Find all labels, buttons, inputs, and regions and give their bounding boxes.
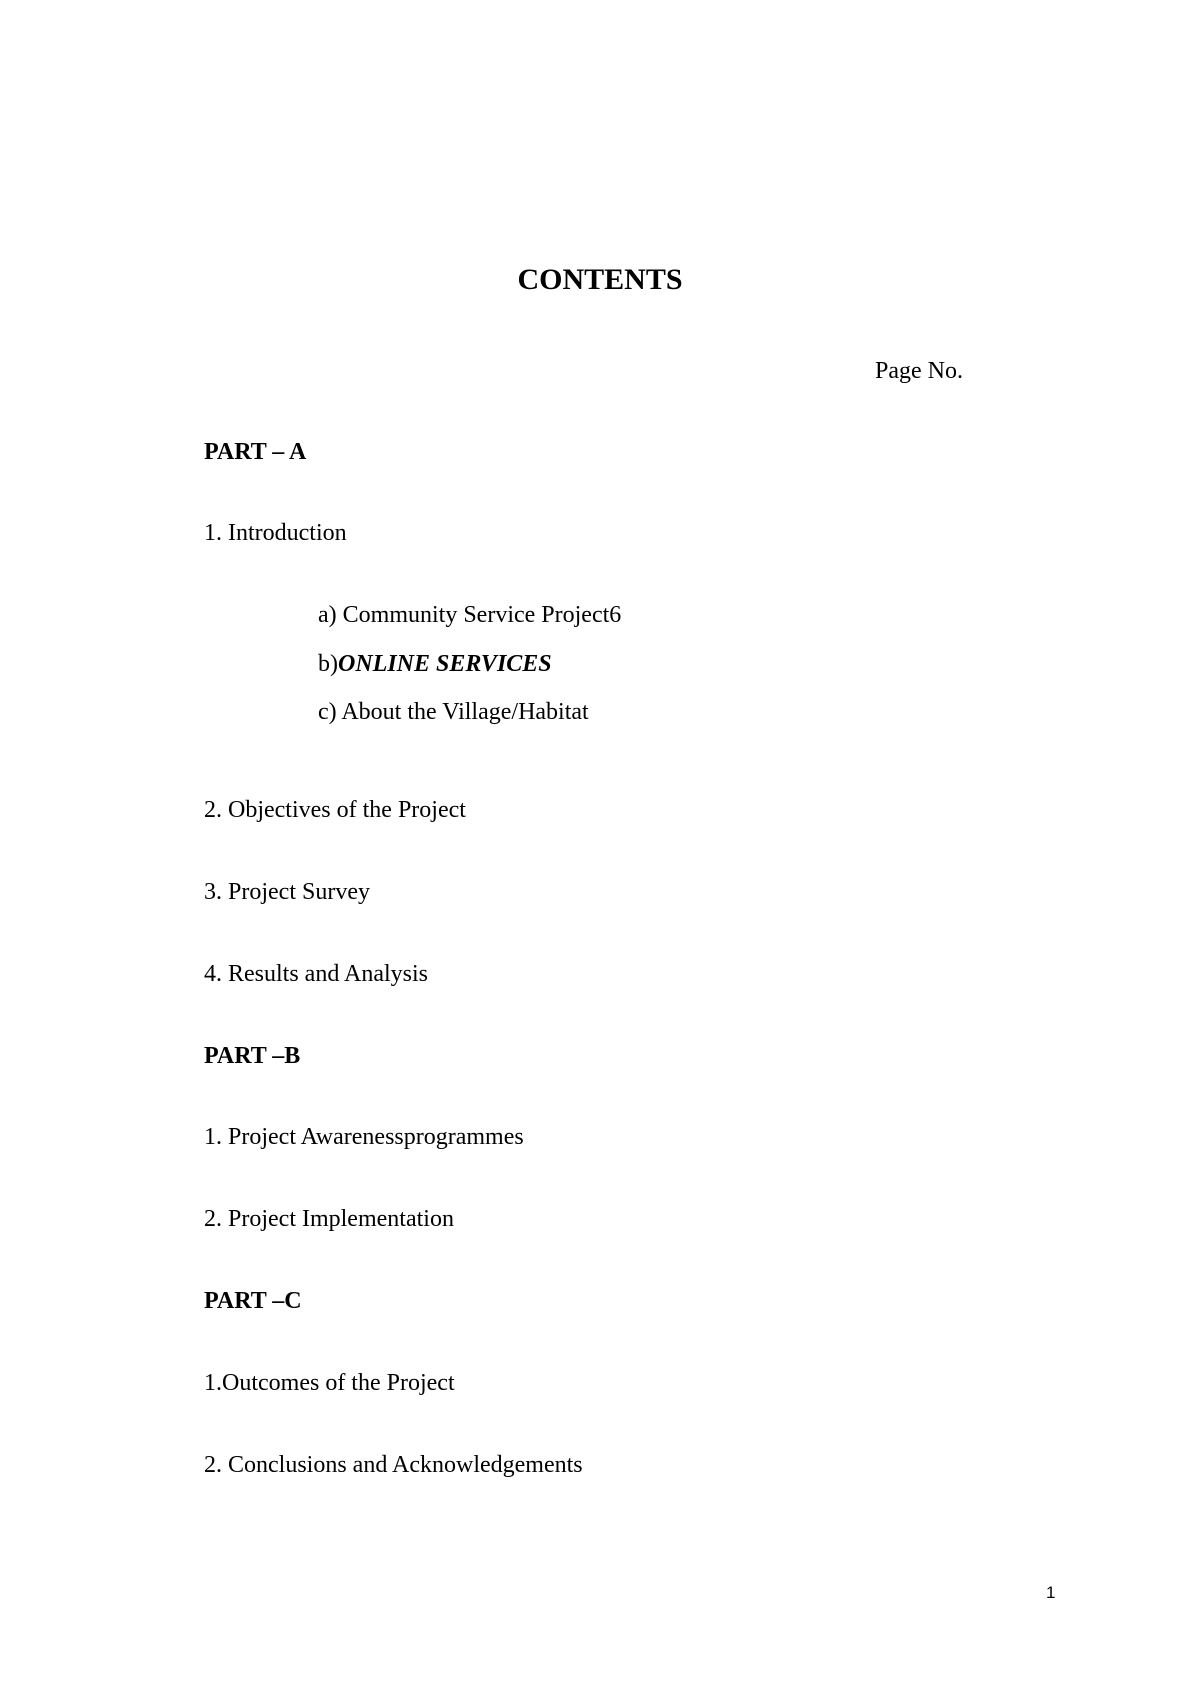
part-b-heading: PART –B (204, 1043, 301, 1069)
subentry-prefix: b) (318, 651, 338, 677)
toc-entry-project-implementation: 2. Project Implementation (204, 1206, 454, 1232)
page-title: CONTENTS (517, 263, 683, 296)
toc-entry-objectives: 2. Objectives of the Project (204, 797, 466, 823)
part-a-heading: PART – A (204, 439, 307, 465)
page-number: 1 (1046, 1583, 1056, 1602)
toc-entry-awareness-programmes: 1. Project Awarenessprogrammes (204, 1124, 524, 1150)
page-no-column-header: Page No. (875, 358, 963, 384)
toc-entry-outcomes: 1.Outcomes of the Project (204, 1370, 455, 1396)
toc-entry-introduction: 1. Introduction (204, 520, 347, 546)
toc-subentry-online-services (318, 649, 552, 679)
toc-entry-results-analysis: 4. Results and Analysis (204, 961, 429, 987)
subentry-emphasis-text: ONLINE SERVICES (338, 651, 552, 677)
toc-entry-conclusions: 2. Conclusions and Acknowledgements (204, 1452, 583, 1478)
toc-subentry-about-village: c) About the Village/Habitat (318, 699, 589, 725)
toc-entry-project-survey: 3. Project Survey (204, 879, 370, 905)
part-c-heading: PART –C (204, 1288, 302, 1314)
toc-subentry-community-service-project: a) Community Service Project6 (318, 602, 622, 628)
